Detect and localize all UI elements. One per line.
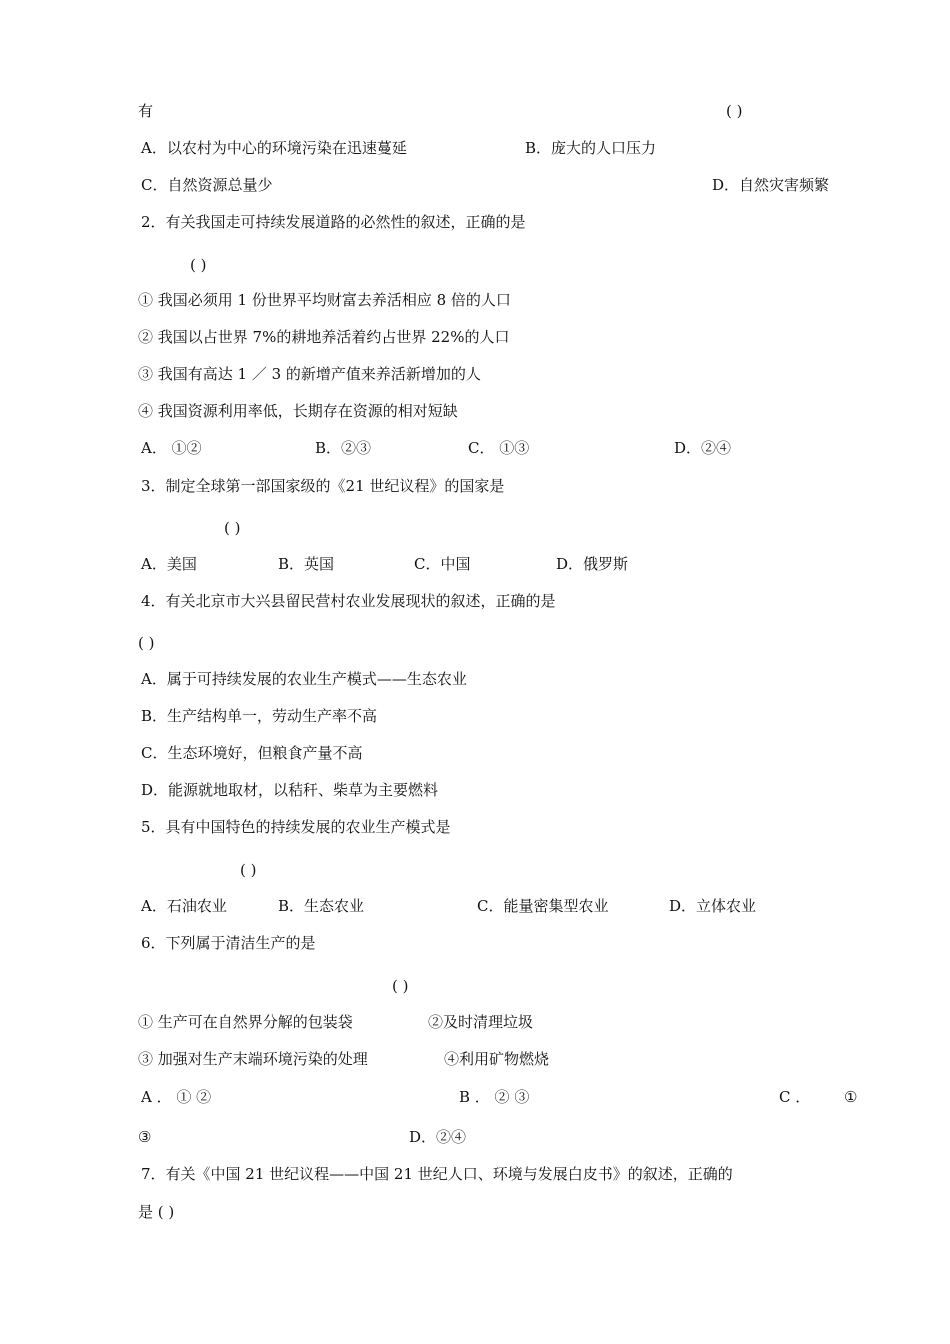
option-a: A．属于可持续发展的农业生产模式——生态农业 <box>141 670 467 688</box>
option-a: A．石油农业 <box>141 897 227 915</box>
answer-paren: ( ) <box>392 977 409 995</box>
statement-3: ③ 我国有高达 1 ／ 3 的新增产值来养活新增加的人 <box>138 365 481 383</box>
question-7: 7．有关《中国 21 世纪议程——中国 21 世纪人口、环境与发展白皮书》的叙述，正确的 <box>141 1165 733 1183</box>
question-7-end: 是 ( ) <box>138 1203 175 1221</box>
option-b: B．英国 <box>278 555 335 573</box>
option-d: D．俄罗斯 <box>556 555 629 573</box>
option-a: A ． ① ② <box>141 1088 212 1106</box>
question-3: 3．制定全球第一部国家级的《21 世纪议程》的国家是 <box>141 477 505 495</box>
option-b: B ． ② ③ <box>459 1088 530 1106</box>
option-a: A．美国 <box>141 555 197 573</box>
question-6: 6．下列属于清洁生产的是 <box>141 934 316 952</box>
answer-paren: ( ) <box>138 634 155 652</box>
question-2: 2．有关我国走可持续发展道路的必然性的叙述，正确的是 <box>141 213 526 231</box>
option-d: D．自然灾害频繁 <box>712 176 830 194</box>
option-d: D．立体农业 <box>669 897 757 915</box>
option-d: D．②④ <box>409 1128 467 1146</box>
option-b: B．生态农业 <box>278 897 365 915</box>
statement-2: ②及时清理垃圾 <box>428 1013 534 1031</box>
option-d: D．②④ <box>674 439 732 457</box>
option-c: C．生态环境好，但粮食产量不高 <box>141 744 363 762</box>
option-b: B．生产结构单一，劳动生产率不高 <box>141 707 378 725</box>
option-c: C．自然资源总量少 <box>141 176 273 194</box>
option-c: C． ①③ <box>468 439 530 457</box>
option-d: D．能源就地取材，以秸秆、柴草为主要燃料 <box>141 781 439 799</box>
statement-2: ② 我国以占世界 7%的耕地养活着约占世界 22%的人口 <box>138 328 510 346</box>
option-b: B．②③ <box>315 439 372 457</box>
option-c: C ． <box>779 1088 811 1106</box>
option-a: A．以农村为中心的环境污染在迅速蔓延 <box>141 139 407 157</box>
statement-1: ① 我国必须用 1 份世界平均财富去养活相应 8 倍的人口 <box>138 291 511 309</box>
option-c: C．能量密集型农业 <box>477 897 609 915</box>
statement-1: ① 生产可在自然界分解的包装袋 <box>138 1013 353 1031</box>
statement-3: ③ 加强对生产末端环境污染的处理 <box>138 1050 368 1068</box>
answer-paren: ( ) <box>224 519 241 537</box>
option-a: A． ①② <box>141 439 202 457</box>
option-c-part-1: ① <box>844 1088 858 1106</box>
statement-4: ④ 我国资源利用率低，长期存在资源的相对短缺 <box>138 402 458 420</box>
text-line: 有 <box>138 102 154 120</box>
answer-paren: ( ) <box>240 861 257 879</box>
statement-4: ④利用矿物燃烧 <box>444 1050 550 1068</box>
question-5: 5．具有中国特色的持续发展的农业生产模式是 <box>141 818 451 836</box>
answer-paren: ( ) <box>190 256 207 274</box>
option-c: C．中国 <box>414 555 471 573</box>
answer-paren: ( ) <box>726 102 743 120</box>
question-4: 4．有关北京市大兴县留民营村农业发展现状的叙述，正确的是 <box>141 592 556 610</box>
option-b: B．庞大的人口压力 <box>525 139 657 157</box>
option-c-part-2: ③ <box>138 1128 152 1146</box>
